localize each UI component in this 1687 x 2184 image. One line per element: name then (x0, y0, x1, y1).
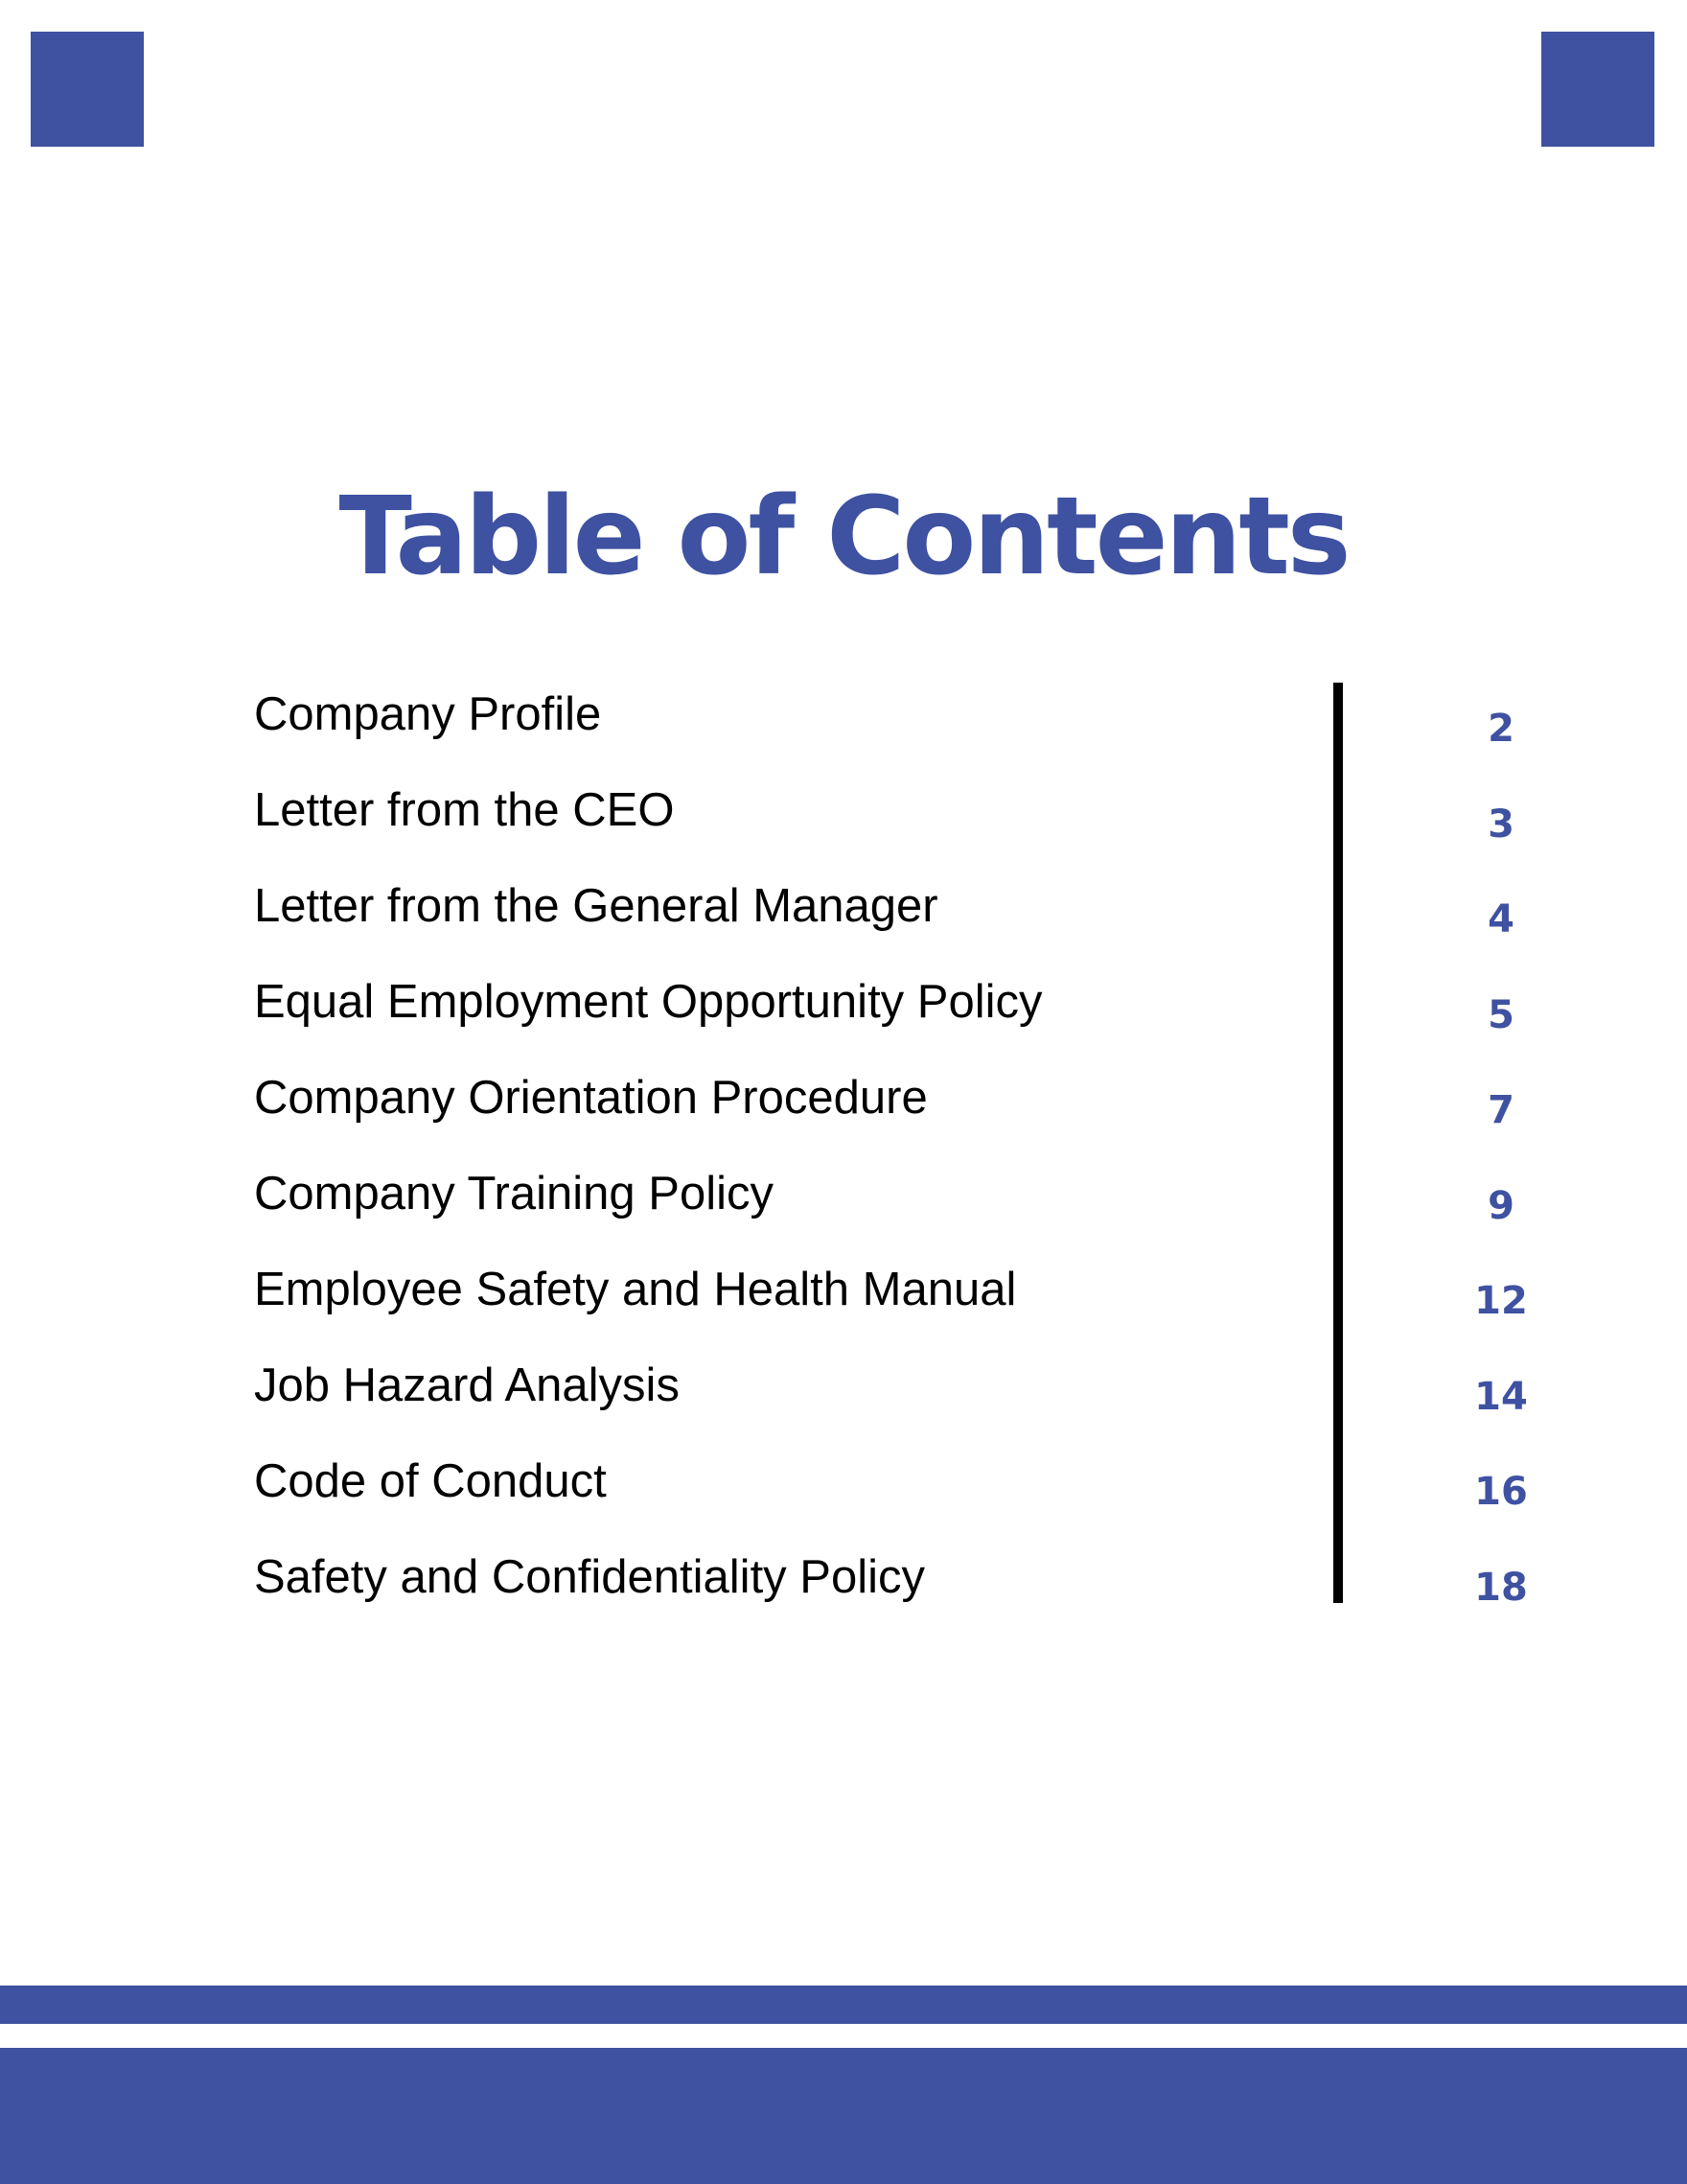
page-number[interactable]: 12 (1474, 1279, 1528, 1323)
page-title: Table of Contents (338, 475, 1349, 600)
toc-entry-safety-health-manual[interactable]: Employee Safety and Health Manual (254, 1264, 1017, 1315)
page-number-list (1438, 683, 1562, 1637)
page-number[interactable]: 16 (1474, 1470, 1528, 1514)
toc-entry-job-hazard-analysis[interactable]: Job Hazard Analysis (254, 1359, 680, 1411)
footer-stripe-thin (0, 1986, 1687, 2024)
page-number[interactable]: 5 (1488, 992, 1514, 1037)
page-number[interactable]: 14 (1474, 1374, 1528, 1419)
decorative-square-top-right (1541, 32, 1654, 147)
footer-stripe-thick (0, 2048, 1687, 2184)
page-number[interactable]: 4 (1488, 897, 1514, 941)
toc-entry-letter-ceo[interactable]: Letter from the CEO (254, 784, 675, 836)
page-number[interactable]: 7 (1488, 1088, 1514, 1132)
page-number[interactable]: 18 (1474, 1565, 1528, 1610)
toc-entry-letter-general-manager[interactable]: Letter from the General Manager (254, 880, 938, 932)
page-number[interactable]: 2 (1488, 707, 1514, 751)
page-number[interactable]: 9 (1488, 1183, 1514, 1228)
toc-entry-company-profile[interactable]: Company Profile (254, 688, 602, 740)
toc-entry-list (254, 671, 1213, 1630)
toc-entry-orientation-procedure[interactable]: Company Orientation Procedure (254, 1072, 928, 1124)
toc-entry-training-policy[interactable]: Company Training Policy (254, 1168, 774, 1220)
page-number[interactable]: 3 (1488, 802, 1514, 847)
toc-entry-safety-confidentiality[interactable]: Safety and Confidentiality Policy (254, 1551, 925, 1603)
vertical-divider (1333, 683, 1343, 1603)
toc-entry-equal-employment[interactable]: Equal Employment Opportunity Policy (254, 976, 1043, 1028)
decorative-square-top-left (31, 32, 144, 147)
toc-entry-code-of-conduct[interactable]: Code of Conduct (254, 1455, 607, 1507)
